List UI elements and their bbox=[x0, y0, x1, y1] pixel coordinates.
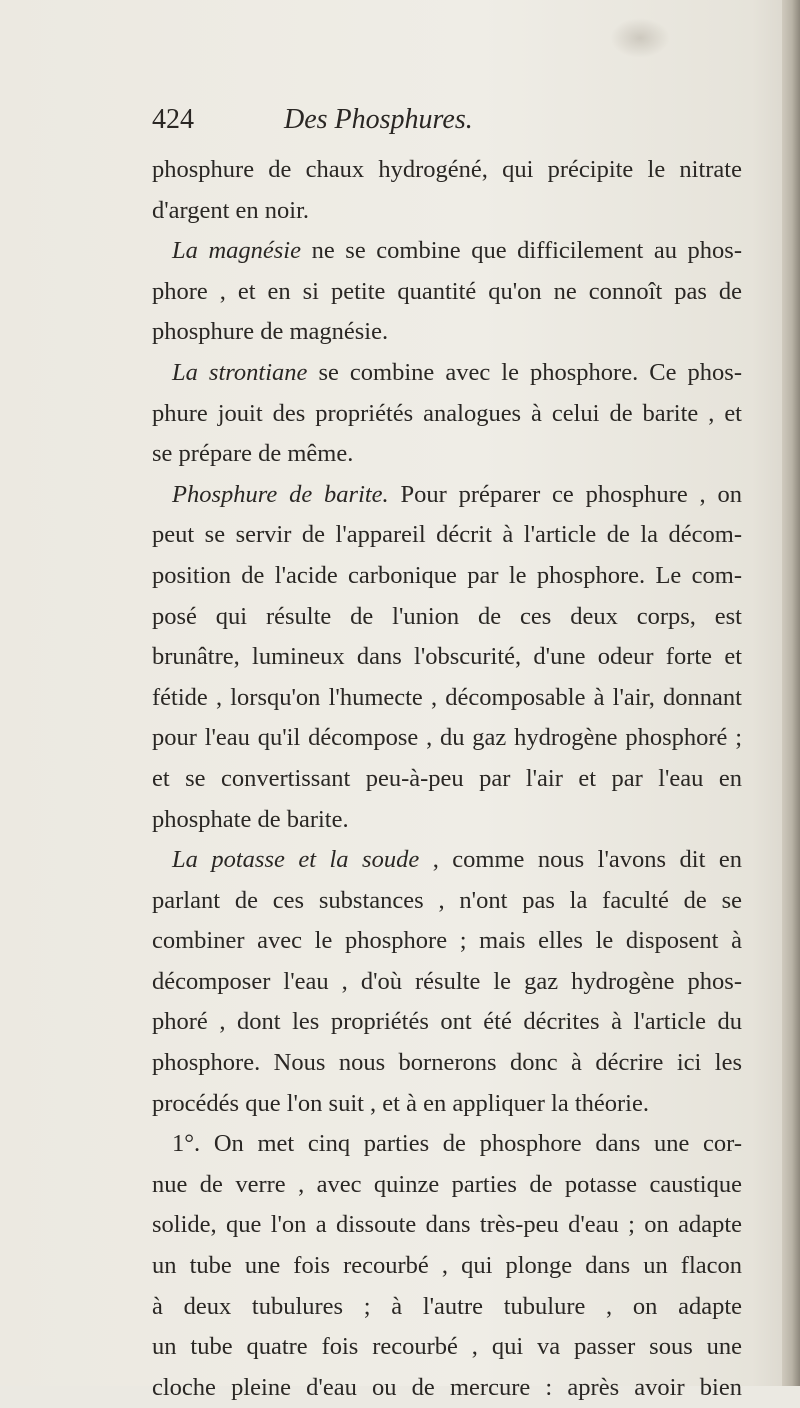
text-line bbox=[152, 150, 742, 191]
text-line bbox=[152, 881, 742, 922]
text-line bbox=[152, 962, 742, 1003]
line-text: posé qui résulte de l'union de ces deux corps, est bbox=[152, 602, 742, 630]
line-text: Pour préparer ce phosphure , on bbox=[388, 480, 742, 508]
line-text: peut se servir de l'appareil décrit à l'article de la décom- bbox=[152, 521, 742, 549]
text-line bbox=[152, 637, 742, 678]
line-text: solide, que l'on a dissoute dans très-peu d'eau ; on adapte bbox=[152, 1211, 742, 1239]
text-line bbox=[152, 840, 742, 881]
text-line bbox=[152, 1246, 742, 1287]
page-number: 424 bbox=[152, 104, 194, 135]
line-text: d'argent en noir. bbox=[152, 196, 310, 224]
line-text: brunâtre, lumineux dans l'obscurité, d'une odeur forte et bbox=[152, 643, 742, 671]
page-binding-edge bbox=[782, 0, 800, 1386]
text-line bbox=[152, 1165, 742, 1206]
text-line bbox=[152, 1205, 742, 1246]
line-text: , comme nous l'avons dit en bbox=[419, 846, 742, 874]
line-text: phosphate de barite. bbox=[152, 805, 349, 833]
line-text: un tube quatre fois recourbé , qui va passer sous une bbox=[152, 1333, 742, 1361]
ink-smudge bbox=[610, 18, 670, 58]
line-text: nue de verre , avec quinze parties de potasse caustique bbox=[152, 1170, 742, 1198]
text-line bbox=[152, 515, 742, 556]
line-text: décomposer l'eau , d'où résulte le gaz hydrogène phos- bbox=[152, 967, 742, 995]
text-line bbox=[152, 312, 742, 353]
line-text: à deux tubulures ; à l'autre tubulure , on adapte bbox=[152, 1292, 742, 1320]
line-text: parlant de ces substances , n'ont pas la faculté de se bbox=[152, 886, 742, 914]
text-line bbox=[152, 394, 742, 435]
italic-term: La magnésie bbox=[172, 237, 301, 265]
text-line bbox=[152, 475, 742, 516]
text-line bbox=[152, 1124, 742, 1165]
line-text: phosphore. Nous nous bornerons donc à décrire ici les bbox=[152, 1049, 742, 1077]
line-text: et se convertissant peu-à-peu par l'air et par l'eau en bbox=[152, 764, 742, 792]
line-text: position de l'acide carbonique par le phosphore. Le com- bbox=[152, 561, 742, 589]
line-text: phure jouit des propriétés analogues à celui de barite , et bbox=[152, 399, 742, 427]
line-text: combiner avec le phosphore ; mais elles le disposent à bbox=[152, 927, 742, 955]
text-line bbox=[152, 759, 742, 800]
text-line bbox=[152, 921, 742, 962]
text-line bbox=[152, 597, 742, 638]
text-line bbox=[152, 556, 742, 597]
line-text: se prépare de même. bbox=[152, 440, 354, 468]
italic-term: La strontiane bbox=[172, 358, 308, 386]
text-line bbox=[152, 800, 742, 841]
italic-term: Phosphure de barite. bbox=[172, 480, 389, 508]
text-line bbox=[152, 1002, 742, 1043]
text-line bbox=[152, 272, 742, 313]
line-text: procédés que l'on suit , et à en appliquer la théorie. bbox=[152, 1089, 649, 1117]
text-line bbox=[152, 678, 742, 719]
text-line bbox=[152, 1368, 742, 1408]
text-line bbox=[152, 1043, 742, 1084]
page-header bbox=[152, 104, 732, 144]
line-text: phoré , dont les propriétés ont été décrites à l'article du bbox=[152, 1008, 742, 1036]
body-text bbox=[152, 150, 742, 1408]
line-text: phore , et en si petite quantité qu'on ne connoît pas de bbox=[152, 277, 742, 305]
text-line bbox=[152, 1327, 742, 1368]
line-text: pour l'eau qu'il décompose , du gaz hydrogène phosphoré ; bbox=[152, 724, 742, 752]
text-line bbox=[152, 1287, 742, 1328]
italic-term: La potasse et la soude bbox=[172, 846, 420, 874]
text-line bbox=[152, 353, 742, 394]
line-text: cloche pleine d'eau ou de mercure : après avoir bien bbox=[152, 1373, 742, 1401]
line-text: se combine avec le phosphore. Ce phos- bbox=[307, 358, 742, 386]
text-line bbox=[152, 1084, 742, 1125]
line-text: phosphure de chaux hydrogéné, qui précipite le nitrate bbox=[152, 156, 742, 183]
line-text: un tube une fois recourbé , qui plonge dans un flacon bbox=[152, 1252, 742, 1280]
line-text: 1°. On met cinq parties de phosphore dans une cor- bbox=[172, 1130, 742, 1158]
running-title: Des Phosphures. bbox=[284, 104, 473, 135]
text-line bbox=[152, 434, 742, 475]
text-line bbox=[152, 718, 742, 759]
line-text: fétide , lorsqu'on l'humecte , décomposable à l'air, donnant bbox=[152, 683, 742, 711]
line-text: ne se combine que difficilement au phos- bbox=[301, 237, 742, 265]
text-line bbox=[152, 231, 742, 272]
text-line bbox=[152, 191, 742, 232]
line-text: phosphure de magnésie. bbox=[152, 318, 389, 346]
